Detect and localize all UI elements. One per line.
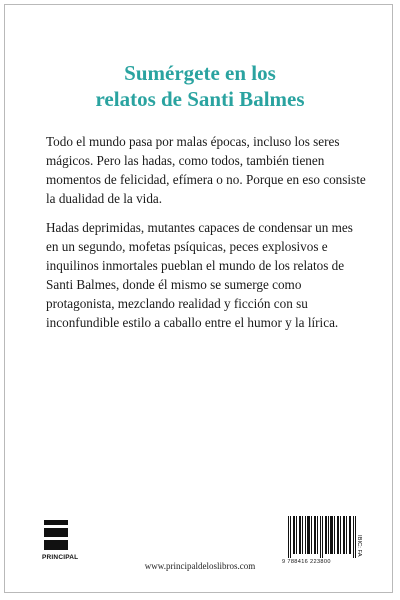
- title-line-1: Sumérgete en los: [124, 61, 276, 85]
- barcode-digits: 9 788416 223800: [282, 559, 331, 565]
- barcode-icon: [287, 516, 359, 558]
- publisher-logo-icon: [44, 520, 68, 550]
- publisher-url[interactable]: www.principaldeloslibros.com: [144, 561, 256, 571]
- back-cover-title: [0, 60, 400, 112]
- synopsis-paragraph-2: Hadas deprimidas, mutantes capaces de condensar un mes en un segundo, mofetas psíquicas, peces explosivos e inquilinos inmortales pueblan el mundo de los relatos de Santi Balmes, donde él mismo se sumerge como protagonista, mezclando realidad y ficción con su inconfundible estilo a caballo entre el humor y la lírica.: [46, 220, 353, 330]
- ibic-code: IBIC: FA: [356, 535, 362, 557]
- synopsis-paragraph-1: Todo el mundo pasa por malas épocas, incluso los seres mágicos. Pero las hadas, como todos, también tienen momentos de felicidad, efímera o no. Porque en eso consiste la dualidad de la vida.: [46, 134, 366, 206]
- publisher-logo-text: PRINCIPAL: [42, 554, 79, 561]
- title-line-2: relatos de Santi Balmes: [95, 87, 305, 111]
